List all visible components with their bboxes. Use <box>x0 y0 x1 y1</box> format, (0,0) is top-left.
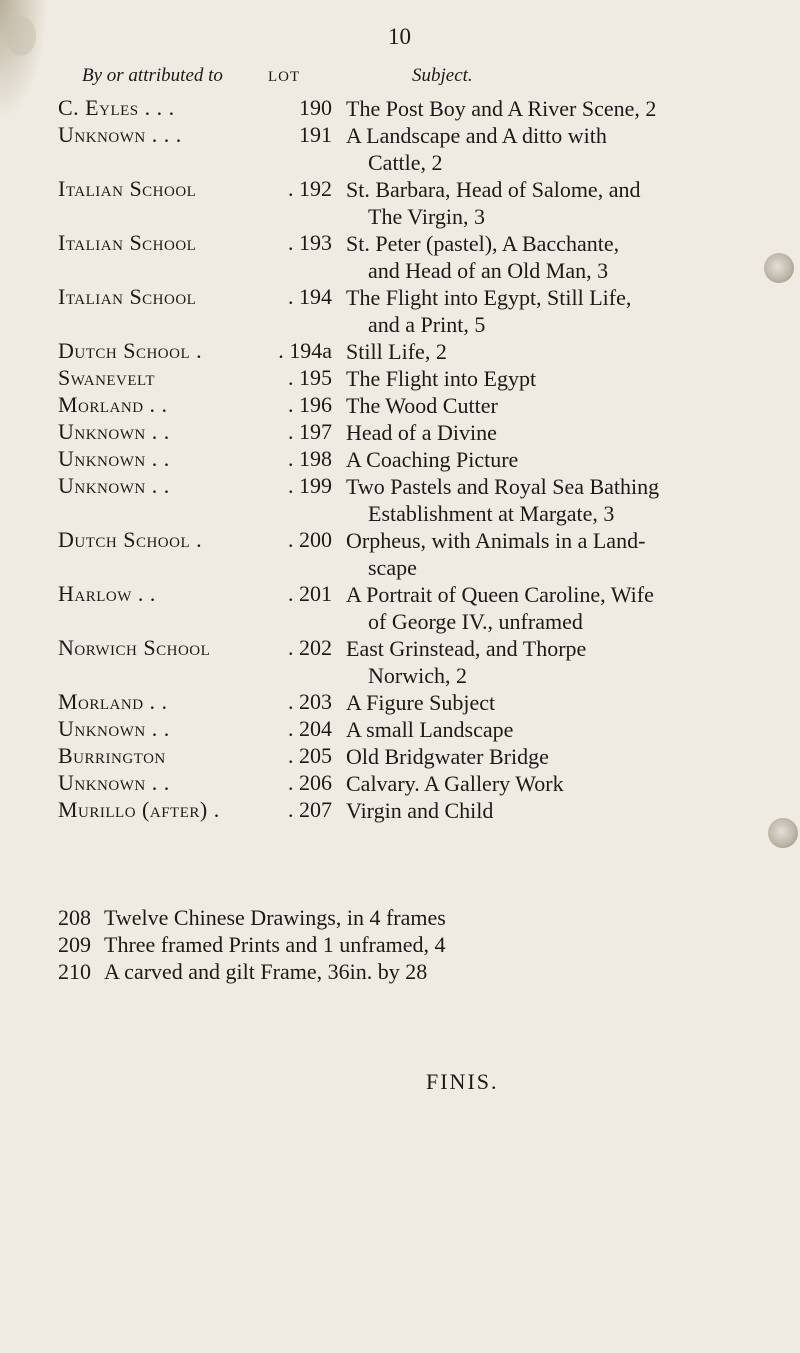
lot-number: . 194a <box>278 338 332 363</box>
lot-number: . 206 <box>288 770 332 795</box>
lot-number: . 193 <box>288 230 332 255</box>
lot-number: . 195 <box>288 365 332 390</box>
lot-subject-line: A Landscape and A ditto with <box>346 123 607 148</box>
lot-subject <box>346 419 786 446</box>
lot-number: . 202 <box>288 635 332 660</box>
lot-subject <box>346 581 786 635</box>
lot-subject-continuation: and Head of an Old Man, 3 <box>368 258 609 283</box>
lot-number: 190 <box>299 95 332 120</box>
lot-subject-line: St. Barbara, Head of Salome, and <box>346 177 641 202</box>
lot-number: . 194 <box>288 284 332 309</box>
lot-subject-line: Calvary. A Gallery Work <box>346 771 564 796</box>
lot-number: . 205 <box>288 743 332 768</box>
lot-subject <box>346 446 786 473</box>
lot-subject <box>346 176 786 230</box>
lot-subject-line: Virgin and Child <box>346 798 494 823</box>
lot-subject-line: The Flight into Egypt <box>346 366 537 391</box>
artist-name: Morland . . <box>58 392 168 417</box>
lot-subject: Three framed Prints and 1 unframed, 4 <box>104 932 446 957</box>
lot-subject <box>346 797 786 824</box>
lot-number: . 203 <box>288 689 332 714</box>
lot-subject <box>346 689 786 716</box>
lot-number: . 204 <box>288 716 332 741</box>
lot-subject-line: St. Peter (pastel), A Bacchante, <box>346 231 620 256</box>
list-item <box>58 905 446 931</box>
lot-subject-line: Old Bridgwater Bridge <box>346 744 549 769</box>
lot-number: 209 <box>58 932 91 957</box>
lot-subject-continuation: Cattle, 2 <box>368 150 443 175</box>
lot-subject-continuation: Establishment at Margate, 3 <box>368 501 615 526</box>
lot-subject <box>346 770 786 797</box>
lot-number: . 196 <box>288 392 332 417</box>
lot-subject <box>346 338 786 365</box>
artist-name: Unknown . . <box>58 473 170 498</box>
artist-name: Italian School <box>58 284 197 309</box>
subject-column-header: Subject. <box>412 65 473 86</box>
lot-number: . 198 <box>288 446 332 471</box>
lot-subject-line: Still Life, 2 <box>346 339 447 364</box>
lot-subject-line: The Wood Cutter <box>346 393 498 418</box>
lot-subject-line: Head of a Divine <box>346 420 497 445</box>
artist-name: Unknown . . . <box>58 122 182 147</box>
lot-subject <box>346 392 786 419</box>
list-item <box>58 932 446 958</box>
lot-number: . 197 <box>288 419 332 444</box>
lot-subject-line: Two Pastels and Royal Sea Bathing <box>346 474 660 499</box>
lot-subject <box>346 635 786 689</box>
lot-subject-line: A small Landscape <box>346 717 514 742</box>
lot-subject <box>346 473 786 527</box>
list-item <box>58 959 427 985</box>
lot-subject <box>346 284 786 338</box>
artist-name: Harlow . . <box>58 581 156 606</box>
lot-number: . 200 <box>288 527 332 552</box>
lot-subject-line: Orpheus, with Animals in a Land- <box>346 528 646 553</box>
artist-name: Unknown . . <box>58 446 170 471</box>
finis-label: FINIS. <box>426 1069 499 1094</box>
lot-subject-line: The Flight into Egypt, Still Life, <box>346 285 632 310</box>
lot-subject-line: A Coaching Picture <box>346 447 519 472</box>
lot-subject-continuation: of George IV., unframed <box>368 609 583 634</box>
lot-subject-line: A Figure Subject <box>346 690 496 715</box>
lot-subject <box>346 230 786 284</box>
lot-number: . 201 <box>288 581 332 606</box>
artist-name: Burrington <box>58 743 166 768</box>
lot-subject: A carved and gilt Frame, 36in. by 28 <box>104 959 428 984</box>
lot-subject <box>346 716 786 743</box>
lot-number: . 199 <box>288 473 332 498</box>
lot-subject <box>346 122 786 176</box>
lot-subject-line: A Portrait of Queen Caroline, Wife <box>346 582 654 607</box>
lot-subject <box>346 743 786 770</box>
artist-name: Dutch School . <box>58 527 203 552</box>
lot-subject-line: East Grinstead, and Thorpe <box>346 636 587 661</box>
lot-subject-line: The Post Boy and A River Scene, 2 <box>346 96 657 121</box>
artist-name: C. Eyles . . . <box>58 95 175 120</box>
lot-subject-continuation: The Virgin, 3 <box>368 204 486 229</box>
artist-name: Unknown . . <box>58 716 170 741</box>
artist-name: Dutch School . <box>58 338 203 363</box>
lot-subject <box>346 527 786 581</box>
lot-number: . 192 <box>288 176 332 201</box>
artist-name: Unknown . . <box>58 419 170 444</box>
page-number: 10 <box>388 24 411 49</box>
artist-column-header: By or attributed to <box>82 65 223 86</box>
artist-name: Murillo (after) . <box>58 797 220 822</box>
lot-column-header: LOT <box>268 69 301 85</box>
artist-name: Italian School <box>58 230 197 255</box>
artist-name: Morland . . <box>58 689 168 714</box>
lot-subject-continuation: and a Print, 5 <box>368 312 486 337</box>
artist-name: Italian School <box>58 176 197 201</box>
lot-number: 210 <box>58 959 91 984</box>
lot-subject-continuation: Norwich, 2 <box>368 663 467 688</box>
paper-stain <box>6 16 36 56</box>
artist-name: Swanevelt <box>58 365 156 390</box>
lot-subject <box>346 95 786 122</box>
lot-subject <box>346 365 786 392</box>
lot-number: 208 <box>58 905 91 930</box>
lot-subject: Twelve Chinese Drawings, in 4 frames <box>104 905 446 930</box>
lot-number: . 207 <box>288 797 332 822</box>
artist-name: Norwich School <box>58 635 211 660</box>
lot-number: 191 <box>299 122 332 147</box>
lot-subject-continuation: scape <box>368 555 417 580</box>
artist-name: Unknown . . <box>58 770 170 795</box>
